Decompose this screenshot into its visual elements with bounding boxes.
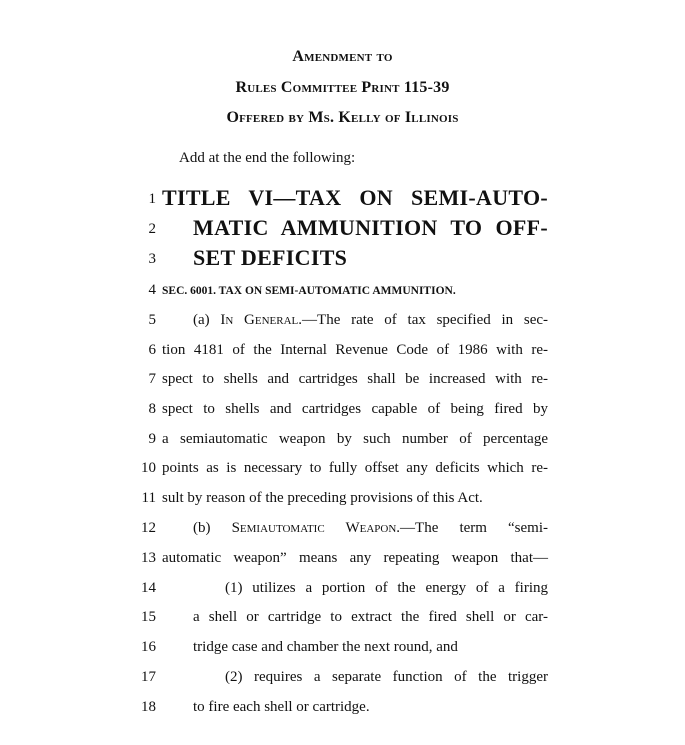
line-number: 6 [148,342,156,358]
title-line: TITLE VI—TAX ON SEMI-AUTO- [162,185,548,210]
body-line: tion 4181 of the Internal Revenue Code of 1986 with re- [162,342,548,358]
subsection-heading: In General [220,312,299,328]
line-number: 11 [141,490,156,506]
line-number: 16 [141,639,156,655]
body-line: a semiautomatic weapon by such number of percentage [162,431,548,447]
body-text: .—The term “semi- [396,520,548,536]
offered-by-heading: Offered by Ms. Kelly of Illinois [226,109,459,126]
line-number: 12 [141,520,156,536]
line-number: 5 [148,312,156,328]
paragraph-marker: (a) [193,312,221,328]
body-line: (1) utilizes a portion of the energy of a firing [225,580,548,596]
body-line: automatic weapon” means any repeating weapon that— [162,550,548,566]
intro-text: Add at the end the following: [179,150,356,166]
line-number: 2 [148,221,156,237]
paragraph-marker: (b) [193,520,232,536]
body-line: spect to shells and cartridges capable of being fired by [162,401,548,417]
line-number: 17 [141,669,156,685]
line-number: 7 [148,371,156,387]
body-line: spect to shells and cartridges shall be increased with re- [162,371,548,387]
line-number: 4 [148,282,156,298]
subsection-heading: Semiautomatic Weapon [231,520,397,536]
body-line [193,520,548,537]
section-heading: SEC. 6001. TAX ON SEMI-AUTOMATIC AMMUNITION. [162,285,456,297]
line-number: 8 [148,401,156,417]
line-number: 14 [141,580,156,596]
line-number: 13 [141,550,156,566]
title-line: MATIC AMMUNITION TO OFF- [193,215,548,240]
body-line: a shell or cartridge to extract the fired shell or car- [193,609,548,625]
line-number: 10 [141,460,156,476]
body-line: to fire each shell or cartridge. [193,699,370,715]
line-number: 9 [148,431,156,447]
body-text: .—The rate of tax specified in sec- [298,312,549,328]
amendment-heading: Amendment to [292,48,393,65]
title-line: SET DEFICITS [193,245,348,270]
body-line: points as is necessary to fully offset any deficits which re- [162,460,548,476]
rules-committee-print-heading: Rules Committee Print 115-39 [235,79,450,96]
body-line: sult by reason of the preceding provisions of this Act. [162,490,483,506]
line-number: 15 [141,609,156,625]
line-number: 3 [148,251,156,267]
line-number: 18 [141,699,156,715]
body-line [193,312,548,329]
body-line: (2) requires a separate function of the trigger [225,669,548,685]
line-number: 1 [148,191,156,207]
body-line: tridge case and chamber the next round, and [193,639,458,655]
